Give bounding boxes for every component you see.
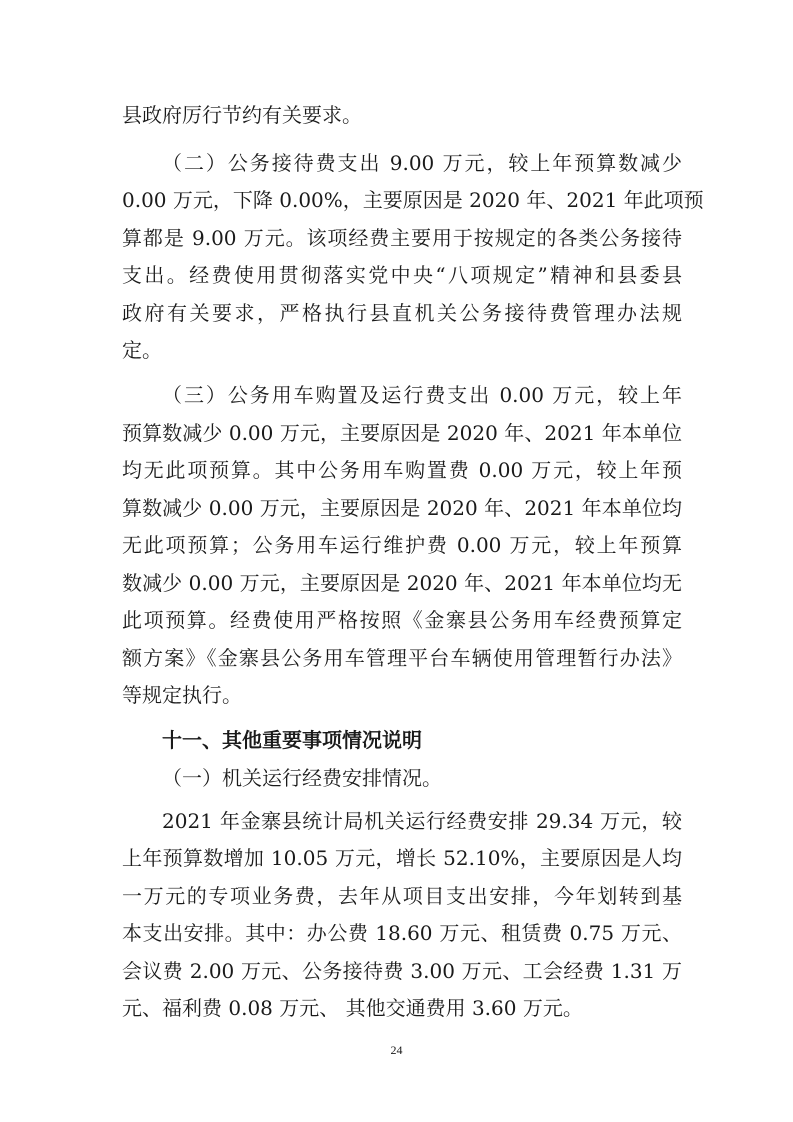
paragraph-line: 一万元的专项业务费，去年从项目支出安排，今年划转到基 — [122, 884, 682, 908]
paragraph-line: 预算数减少 0.00 万元，主要原因是 2020 年、2021 年本单位 — [122, 421, 682, 445]
paragraph-line: 等规定执行。 — [122, 683, 242, 707]
paragraph-line: 县政府厉行节约有关要求。 — [122, 103, 362, 127]
paragraph-line: 支出。经费使用贯彻落实党中央“八项规定”精神和县委县 — [122, 263, 682, 287]
paragraph-line: 2021 年金寨县统计局机关运行经费安排 29.34 万元，较 — [162, 809, 682, 833]
paragraph-line: （一）机关运行经费安排情况。 — [162, 766, 442, 790]
paragraph-line: 政府有关要求，严格执行县直机关公务接待费管理办法规 — [122, 301, 682, 325]
paragraph-line: 元、福利费 0.08 万元、 其他交通费用 3.60 万元。 — [122, 996, 583, 1020]
paragraph-line: 会议费 2.00 万元、公务接待费 3.00 万元、工会经费 1.31 万 — [122, 959, 682, 983]
paragraph-line: （三）公务用车购置及运行费支出 0.00 万元，较上年 — [162, 383, 682, 407]
paragraph-line: （二）公务接待费支出 9.00 万元，较上年预算数减少 — [162, 151, 682, 175]
paragraph-line: 此项预算。经费使用严格按照《金寨县公务用车经费预算定 — [122, 608, 682, 632]
paragraph-line: 上年预算数增加 10.05 万元，增长 52.10%，主要原因是人均 — [122, 846, 682, 870]
paragraph-line: 0.00 万元，下降 0.00%，主要原因是 2020 年、2021 年此项预 — [122, 188, 704, 212]
paragraph-line: 定。 — [122, 338, 162, 362]
paragraph-line: 额方案》《金寨县公务用车管理平台车辆使用管理暂行办法》 — [122, 646, 682, 670]
section-heading: 十一、其他重要事项情况说明 — [162, 728, 422, 752]
paragraph-line: 本支出安排。其中：办公费 18.60 万元、租赁费 0.75 万元、 — [122, 921, 682, 945]
paragraph-line: 无此项预算；公务用车运行维护费 0.00 万元，较上年预算 — [122, 533, 682, 557]
paragraph-line: 数减少 0.00 万元，主要原因是 2020 年、2021 年本单位均无 — [122, 571, 682, 595]
paragraph-line: 均无此项预算。其中公务用车购置费 0.00 万元，较上年预 — [122, 458, 682, 482]
paragraph-line: 算数减少 0.00 万元，主要原因是 2020 年、2021 年本单位均 — [122, 496, 682, 520]
page-number: 24 — [390, 1043, 403, 1057]
paragraph-line: 算都是 9.00 万元。该项经费主要用于按规定的各类公务接待 — [122, 226, 682, 250]
